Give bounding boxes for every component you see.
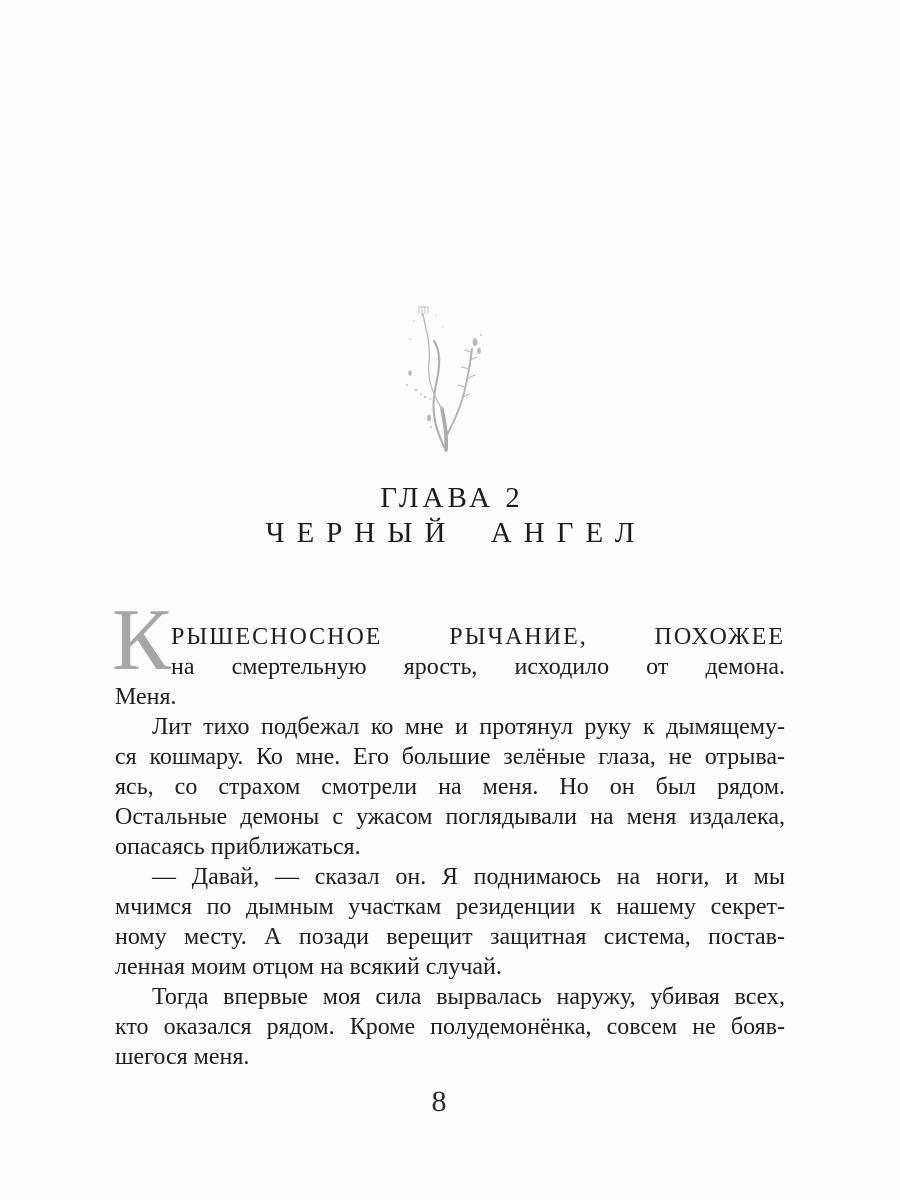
text-line: РЫШЕСНОСНОЕ РЫЧАНИЕ, ПОХОЖЕЕ: [171, 624, 785, 650]
text-line: Остальные демоны с ужасом поглядывали на меня издалека,: [115, 804, 785, 830]
drop-cap: К: [112, 592, 171, 689]
text-line: кто оказался рядом. Кроме полудемонёнка, совсем не бояв-: [115, 1014, 785, 1040]
text-line: ся кошмару. Ко мне. Его большие зелёные глаза, не отрыва-: [115, 744, 785, 770]
text-line: мчимся по дымным участкам резиденции к нашему секрет-: [115, 894, 785, 920]
text-line: опасаясь приближаться.: [115, 834, 361, 860]
text-line: ному месту. А позади верещит защитная система, постав-: [115, 924, 785, 950]
paragraph: [115, 982, 785, 1072]
text-line: на смертельную ярость, исходило от демона.: [171, 654, 785, 680]
chapter-ornament-icon: [394, 297, 494, 452]
text-line: Лит тихо подбежал ко мне и протянул руку к дымящему-: [152, 714, 785, 740]
chapter-title: ЧЕРНЫЙ АНГЕЛ: [265, 517, 647, 549]
text-line: ленная моим отцом на всякий случай.: [115, 954, 502, 980]
text-line: — Давай, — сказал он. Я поднимаюсь на ноги, и мы: [152, 864, 785, 890]
text-line: ясь, со страхом смотрели на меня. Но он был рядом.: [115, 774, 785, 800]
text-line: шегося меня.: [115, 1044, 250, 1070]
text-line: Меня.: [115, 684, 177, 710]
paragraph: [115, 862, 785, 982]
text-line: Тогда впервые моя сила вырвалась наружу, убивая всех,: [152, 984, 785, 1010]
page-number: 8: [431, 1085, 447, 1118]
chapter-heading: [0, 482, 900, 550]
paragraph: [112, 592, 785, 712]
paragraph: [115, 712, 785, 862]
body-text: [112, 592, 785, 1072]
chapter-number: ГЛАВА 2: [380, 482, 524, 514]
